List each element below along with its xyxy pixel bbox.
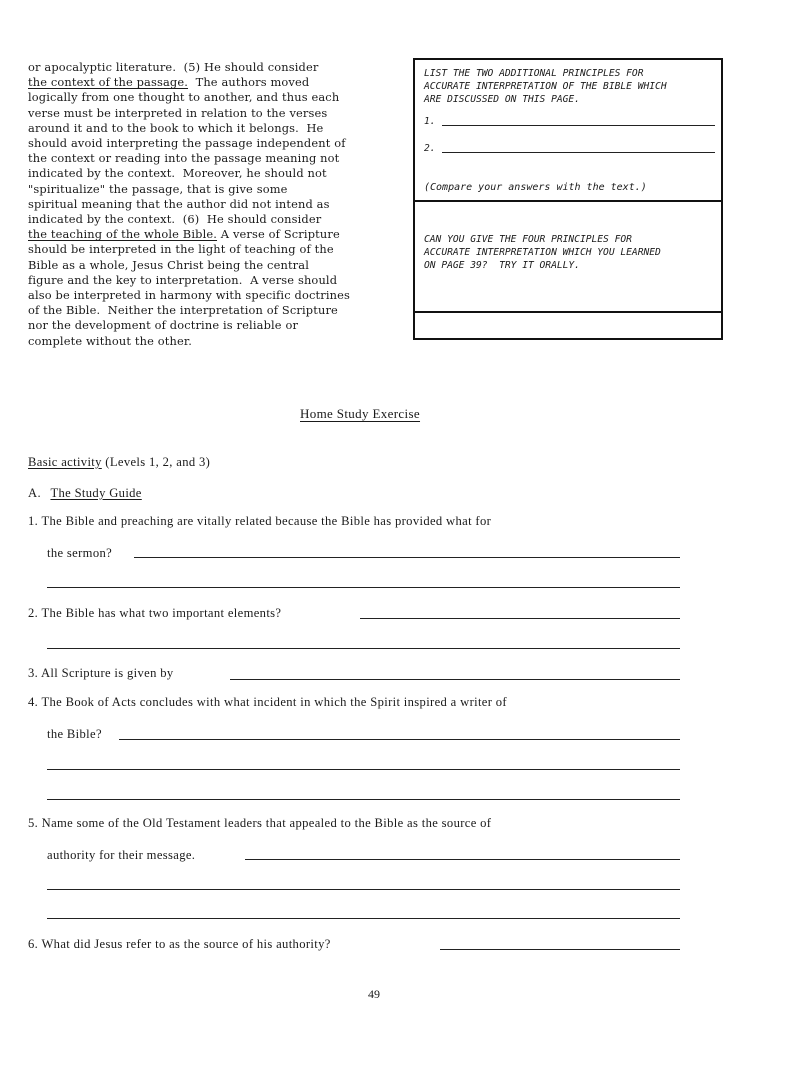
body-line: also be interpreted in harmony with specific doctrines xyxy=(28,288,350,303)
question-4 xyxy=(28,695,507,710)
self-check-panel-principles xyxy=(415,60,721,202)
body-line: figure and the key to interpretation. A verse should xyxy=(28,272,338,287)
body-line: nor the development of doctrine is reliable or xyxy=(28,318,299,333)
question-5 xyxy=(28,816,491,831)
question-1-continuation: the sermon? xyxy=(47,546,113,560)
compare-hint: (Compare your answers with the text.) xyxy=(424,182,647,193)
answer-line[interactable] xyxy=(47,889,680,890)
lesson-body-text xyxy=(28,60,408,349)
body-line: should avoid interpreting the passage independent of xyxy=(28,136,346,151)
page-number: 49 xyxy=(368,987,380,1001)
answer-line[interactable] xyxy=(230,679,680,680)
principle-whole-bible-heading: the teaching of the whole Bible. xyxy=(28,227,218,242)
question-number: 5. xyxy=(28,816,39,830)
question-text: All Scripture is given by xyxy=(40,666,174,680)
self-check-prompt-line: ARE DISCUSSED ON THIS PAGE. xyxy=(424,94,580,105)
body-line: indicated by the context. (6) He should consider xyxy=(28,212,322,227)
answer-line[interactable] xyxy=(245,859,680,860)
question-text: Name some of the Old Testament leaders that appealed to the Bible as the source of xyxy=(41,816,492,830)
answer-blank-2[interactable] xyxy=(442,151,715,153)
question-text: What did Jesus refer to as the source of his authority? xyxy=(41,937,331,951)
activity-heading xyxy=(28,455,210,470)
self-check-box xyxy=(413,58,723,340)
body-line: or apocalyptic literature. (5) He should consider xyxy=(28,60,319,74)
question-4-continuation: the Bible? xyxy=(47,727,102,741)
self-check-prompt-line: CAN YOU GIVE THE FOUR PRINCIPLES FOR xyxy=(424,234,632,245)
answer-line[interactable] xyxy=(47,918,680,919)
principle-context-heading: the context of the passage. xyxy=(28,75,189,90)
body-line: spiritual meaning that the author did not intend as xyxy=(28,196,330,211)
body-line: of the Bible. Neither the interpretation of Scripture xyxy=(28,303,338,318)
answer-blank-1[interactable] xyxy=(442,124,715,126)
body-line: the teaching of the whole Bible. A verse of Scripture xyxy=(28,227,340,242)
answer-line[interactable] xyxy=(47,799,680,800)
self-check-prompt-line: LIST THE TWO ADDITIONAL PRINCIPLES FOR xyxy=(424,68,644,79)
answer-line[interactable] xyxy=(47,769,680,770)
body-line: complete without the other. xyxy=(28,333,193,348)
body-line: indicated by the context. Moreover, he should not xyxy=(28,166,327,181)
question-text: The Bible and preaching are vitally related because the Bible has provided what for xyxy=(41,514,492,528)
body-line: verse must be interpreted in relation to the verses xyxy=(28,105,328,120)
question-text: The Bible has what two important elements? xyxy=(41,606,282,620)
answer-line[interactable] xyxy=(360,618,680,619)
question-2 xyxy=(28,606,281,621)
question-3 xyxy=(28,666,174,681)
answer-number: 1. xyxy=(424,116,436,127)
question-1 xyxy=(28,514,491,529)
self-check-prompt-line: ON PAGE 39? TRY IT ORALLY. xyxy=(424,260,580,271)
exercise-title: Home Study Exercise xyxy=(300,406,421,421)
question-number: 2. xyxy=(28,606,39,620)
section-title: The Study Guide xyxy=(50,486,142,500)
answer-row-2 xyxy=(424,141,715,155)
body-line: the context or reading into the passage meaning not xyxy=(28,151,340,166)
question-6 xyxy=(28,937,331,952)
answer-line[interactable] xyxy=(47,587,680,588)
self-check-prompt-line: ACCURATE INTERPRETATION WHICH YOU LEARNED xyxy=(424,247,661,258)
question-number: 4. xyxy=(28,695,39,709)
section-heading xyxy=(28,486,142,501)
question-5-continuation: authority for their message. xyxy=(47,848,196,862)
answer-row-1 xyxy=(424,114,715,128)
self-check-prompt-line: ACCURATE INTERPRETATION OF THE BIBLE WHICH xyxy=(424,81,667,92)
body-line: should be interpreted in the light of teaching of the xyxy=(28,242,334,257)
answer-line[interactable] xyxy=(47,648,680,649)
self-check-panel-oral-review xyxy=(415,202,721,313)
body-line: around it and to the book to which it belongs. He xyxy=(28,120,324,135)
question-number: 3. xyxy=(28,666,39,680)
body-line: logically from one thought to another, and thus each xyxy=(28,90,340,105)
answer-line[interactable] xyxy=(440,949,680,950)
section-letter: A. xyxy=(28,486,41,500)
question-number: 6. xyxy=(28,937,39,951)
answer-line[interactable] xyxy=(119,739,680,740)
self-check-panel-blank[interactable] xyxy=(415,313,721,338)
question-text: The Book of Acts concludes with what incident in which the Spirit inspired a writer of xyxy=(41,695,507,709)
activity-label: Basic activity xyxy=(28,455,102,469)
body-line: the context of the passage. The authors moved xyxy=(28,75,310,90)
question-number: 1. xyxy=(28,514,39,528)
activity-levels: (Levels 1, 2, and 3) xyxy=(105,455,211,469)
answer-line[interactable] xyxy=(134,557,680,558)
body-line: "spiritualize" the passage, that is give some xyxy=(28,181,288,196)
answer-number: 2. xyxy=(424,143,436,154)
body-line: Bible as a whole, Jesus Christ being the central xyxy=(28,257,309,272)
